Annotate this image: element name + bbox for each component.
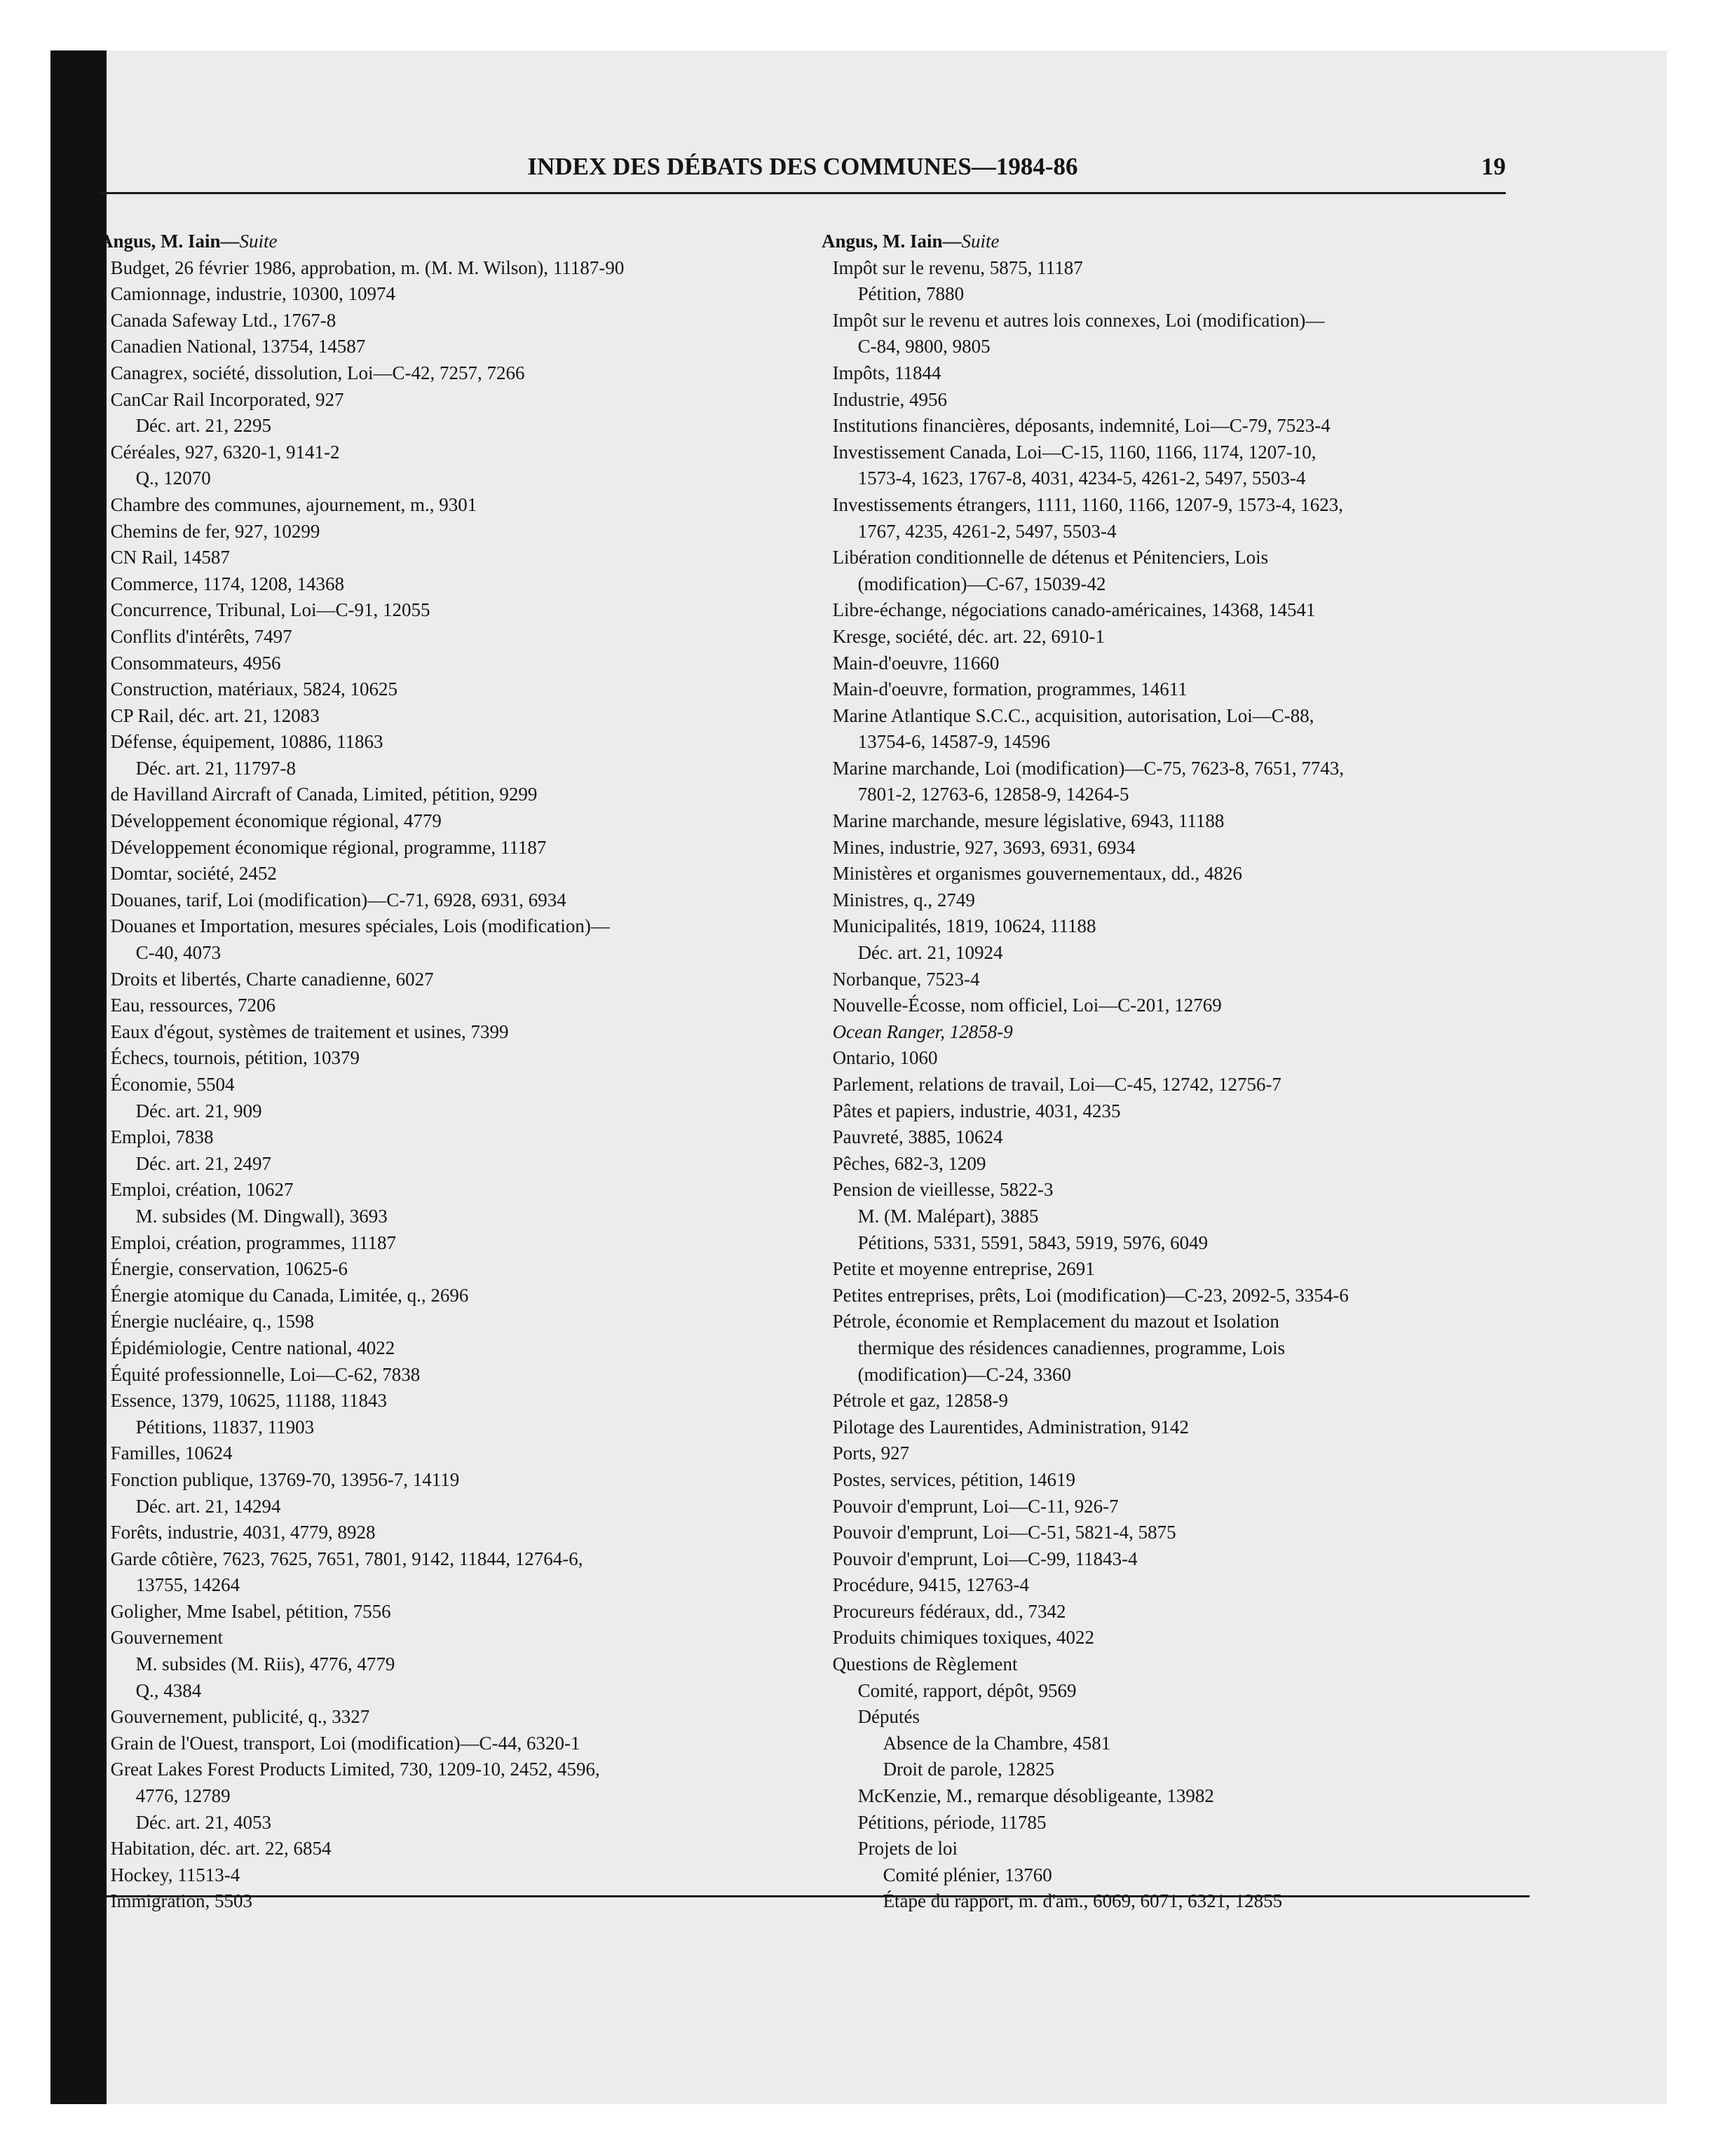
- index-entry: Habitation, déc. art. 22, 6854: [110, 1838, 332, 1860]
- index-entry: Économie, 5504: [110, 1074, 235, 1095]
- index-entry: Pouvoir d'emprunt, Loi—C-11, 926-7: [832, 1495, 1119, 1517]
- index-entry: Pétrole, économie et Remplacement du mazout et Isolation: [832, 1311, 1279, 1332]
- heading-name: Angus, M. Iain—: [100, 231, 240, 252]
- index-entry: Canagrex, société, dissolution, Loi—C-42, 7257, 7266: [110, 362, 525, 383]
- index-entry: Épidémiologie, Centre national, 4022: [110, 1337, 395, 1358]
- running-header: [100, 153, 1506, 194]
- footer-rule: [107, 1895, 1530, 1897]
- index-entry: Impôt sur le revenu, 5875, 11187: [832, 257, 1083, 278]
- index-entry: Petite et moyenne entreprise, 2691: [832, 1258, 1095, 1280]
- index-subentry: M. (M. Malépart), 3885: [857, 1205, 1039, 1227]
- heading-suite: Suite: [239, 231, 278, 252]
- index-entry: Budget, 26 février 1986, approbation, m. (M. M. Wilson), 11187-90: [110, 257, 625, 278]
- index-entry-continuation: 1767, 4235, 4261-2, 5497, 5503-4: [857, 520, 1117, 542]
- index-subentry: M. subsides (M. Dingwall), 3693: [135, 1205, 388, 1227]
- index-entry: Construction, matériaux, 5824, 10625: [110, 678, 398, 700]
- index-entry-continuation: 7801-2, 12763-6, 12858-9, 14264-5: [857, 784, 1129, 805]
- index-entry: Céréales, 927, 6320-1, 9141-2: [110, 441, 340, 463]
- index-subsubentry: Absence de la Chambre, 4581: [883, 1732, 1111, 1754]
- index-entry: Énergie atomique du Canada, Limitée, q., 2696: [110, 1284, 469, 1306]
- index-entry: Eaux d'égout, systèmes de traitement et usines, 7399: [110, 1021, 509, 1042]
- index-subentry: Q., 12070: [135, 468, 211, 489]
- index-entry: Pétrole et gaz, 12858-9: [832, 1390, 1008, 1412]
- index-subentry: M. subsides (M. Riis), 4776, 4779: [135, 1653, 395, 1675]
- index-entry: Procédure, 9415, 12763-4: [832, 1574, 1030, 1596]
- index-entry: Grain de l'Ouest, transport, Loi (modification)—C-44, 6320-1: [110, 1732, 580, 1754]
- index-entry: Pouvoir d'emprunt, Loi—C-99, 11843-4: [832, 1548, 1138, 1569]
- index-entry: Pilotage des Laurentides, Administration, 9142: [832, 1416, 1189, 1438]
- index-entry: Municipalités, 1819, 10624, 11188: [832, 915, 1096, 937]
- index-subentry: Déc. art. 21, 2497: [135, 1152, 272, 1174]
- page-binding-edge: [50, 50, 107, 2104]
- index-entry: Pouvoir d'emprunt, Loi—C-51, 5821-4, 5875: [832, 1522, 1176, 1543]
- index-entry: Investissement Canada, Loi—C-15, 1160, 1166, 1174, 1207-10,: [832, 441, 1316, 463]
- index-entry: Emploi, création, 10627: [110, 1179, 294, 1201]
- index-entry: Énergie, conservation, 10625-6: [110, 1258, 348, 1280]
- index-entry: Ontario, 1060: [832, 1047, 938, 1069]
- index-subentry: Déc. art. 21, 14294: [135, 1495, 281, 1517]
- index-entry: Pension de vieillesse, 5822-3: [832, 1179, 1054, 1201]
- index-entry-italic: Ocean Ranger, 12858-9: [832, 1021, 1013, 1042]
- index-entry: Libération conditionnelle de détenus et Pénitenciers, Lois: [832, 547, 1269, 568]
- index-entry-continuation: 4776, 12789: [135, 1785, 231, 1807]
- index-entry: Commerce, 1174, 1208, 14368: [110, 573, 345, 594]
- index-entry: Kresge, société, déc. art. 22, 6910-1: [832, 625, 1105, 647]
- index-entry: Institutions financières, déposants, indemnité, Loi—C-79, 7523-4: [832, 415, 1331, 437]
- header-title: INDEX DES DÉBATS DES COMMUNES—1984-86: [527, 153, 1078, 180]
- index-entry: Eau, ressources, 7206: [110, 995, 275, 1016]
- index-entry: Pâtes et papiers, industrie, 4031, 4235: [832, 1100, 1121, 1121]
- heading-name: Angus, M. Iain—: [822, 231, 962, 252]
- index-subentry: Q., 4384: [135, 1679, 202, 1701]
- index-entry: Conflits d'intérêts, 7497: [110, 625, 292, 647]
- index-entry: Goligher, Mme Isabel, pétition, 7556: [110, 1600, 391, 1622]
- index-entry: Développement économique régional, 4779: [110, 810, 442, 832]
- index-entry: Pêches, 682-3, 1209: [832, 1152, 986, 1174]
- index-entry: Douanes et Importation, mesures spéciales, Lois (modification)—: [110, 915, 610, 937]
- index-entry-continuation: 13754-6, 14587-9, 14596: [857, 731, 1051, 753]
- index-subentry: Pétition, 7880: [857, 283, 965, 305]
- index-subentry: Pétitions, période, 11785: [857, 1811, 1047, 1833]
- index-entry: Camionnage, industrie, 10300, 10974: [110, 283, 396, 305]
- index-entry: Chemins de fer, 927, 10299: [110, 520, 320, 542]
- index-entry-continuation: 1573-4, 1623, 1767-8, 4031, 4234-5, 4261-2, 5497, 5503-4: [857, 468, 1306, 489]
- index-entry: Impôts, 11844: [832, 362, 941, 383]
- index-entry: Douanes, tarif, Loi (modification)—C-71, 6928, 6931, 6934: [110, 889, 566, 910]
- index-subentry: Pétitions, 5331, 5591, 5843, 5919, 5976, 6049: [857, 1231, 1209, 1253]
- index-entry: Fonction publique, 13769-70, 13956-7, 14119: [110, 1468, 460, 1490]
- index-entry: Gouvernement, publicité, q., 3327: [110, 1706, 370, 1728]
- index-entry: Ports, 927: [832, 1442, 910, 1464]
- index-entry: Canada Safeway Ltd., 1767-8: [110, 309, 336, 331]
- index-entry: Domtar, société, 2452: [110, 863, 277, 885]
- index-entry: Concurrence, Tribunal, Loi—C-91, 12055: [110, 599, 430, 621]
- index-entry: Emploi, création, programmes, 11187: [110, 1231, 396, 1253]
- index-entry: Marine marchande, mesure législative, 6943, 11188: [832, 810, 1225, 832]
- index-entry: Main-d'oeuvre, 11660: [832, 652, 1000, 674]
- page-number: 19: [1481, 153, 1506, 180]
- index-entry-continuation: C-84, 9800, 9805: [857, 336, 991, 357]
- heading-suite: Suite: [961, 231, 1000, 252]
- index-entry-continuation: (modification)—C-67, 15039-42: [857, 573, 1106, 594]
- index-entry: Développement économique régional, programme, 11187: [110, 836, 547, 858]
- index-entry: Nouvelle-Écosse, nom officiel, Loi—C-201, 12769: [832, 995, 1222, 1016]
- index-column-left: [100, 228, 815, 1915]
- index-heading: [100, 228, 815, 255]
- index-entry-continuation: C-40, 4073: [135, 942, 222, 964]
- index-entry-continuation: thermique des résidences canadiennes, programme, Lois: [857, 1337, 1286, 1358]
- index-entry: Norbanque, 7523-4: [832, 968, 980, 990]
- index-subentry: McKenzie, M., remarque désobligeante, 13982: [857, 1785, 1214, 1807]
- index-entry: Garde côtière, 7623, 7625, 7651, 7801, 9142, 11844, 12764-6,: [110, 1548, 583, 1569]
- index-subentry: Déc. art. 21, 2295: [135, 415, 272, 437]
- index-entry: Emploi, 7838: [110, 1126, 214, 1148]
- index-subentry: Députés: [857, 1706, 920, 1728]
- index-subsubentry: Comité plénier, 13760: [883, 1864, 1052, 1885]
- index-entry: Équité professionnelle, Loi—C-62, 7838: [110, 1363, 421, 1385]
- index-entry: Consommateurs, 4956: [110, 652, 281, 674]
- index-entry: Main-d'oeuvre, formation, programmes, 14611: [832, 678, 1188, 700]
- index-entry: Impôt sur le revenu et autres lois connexes, Loi (modification)—: [832, 309, 1325, 331]
- index-entry: Essence, 1379, 10625, 11188, 11843: [110, 1390, 388, 1412]
- index-entry: Postes, services, pétition, 14619: [832, 1468, 1076, 1490]
- index-subentry: Pétitions, 11837, 11903: [135, 1416, 315, 1438]
- index-entry: Ministères et organismes gouvernementaux, dd., 4826: [832, 863, 1242, 885]
- index-entry: Pauvreté, 3885, 10624: [832, 1126, 1003, 1148]
- index-entry: Marine Atlantique S.C.C., acquisition, autorisation, Loi—C-88,: [832, 704, 1314, 726]
- index-entry: Échecs, tournois, pétition, 10379: [110, 1047, 360, 1069]
- index-entry-continuation: (modification)—C-24, 3360: [857, 1363, 1072, 1385]
- index-entry-continuation: 13755, 14264: [135, 1574, 240, 1596]
- index-entry: Great Lakes Forest Products Limited, 730, 1209-10, 2452, 4596,: [110, 1759, 600, 1780]
- index-subentry: Comité, rapport, dépôt, 9569: [857, 1679, 1077, 1701]
- index-entry: Énergie nucléaire, q., 1598: [110, 1311, 314, 1332]
- index-subsubentry: Droit de parole, 12825: [883, 1759, 1054, 1780]
- index-entry: Immigration, 5503: [110, 1890, 253, 1912]
- index-subentry: Projets de loi: [857, 1838, 958, 1860]
- index-entry: Canadien National, 13754, 14587: [110, 336, 366, 357]
- index-entry: Ministres, q., 2749: [832, 889, 975, 910]
- index-entry: Droits et libertés, Charte canadienne, 6027: [110, 968, 434, 990]
- index-entry: Industrie, 4956: [832, 388, 948, 410]
- index-entry: Gouvernement: [110, 1627, 224, 1649]
- index-entry: Hockey, 11513-4: [110, 1864, 240, 1885]
- index-entry: CP Rail, déc. art. 21, 12083: [110, 704, 320, 726]
- index-subentry: Déc. art. 21, 10924: [857, 942, 1003, 964]
- index-entry: Mines, industrie, 927, 3693, 6931, 6934: [832, 836, 1136, 858]
- index-entry: Libre-échange, négociations canado-américaines, 14368, 14541: [832, 599, 1316, 621]
- index-subentry: Déc. art. 21, 909: [135, 1100, 262, 1121]
- index-subsubentry: Étape du rapport, m. d'am., 6069, 6071, 6321, 12855: [883, 1890, 1283, 1912]
- index-entry: Petites entreprises, prêts, Loi (modification)—C-23, 2092-5, 3354-6: [832, 1284, 1349, 1306]
- index-entry: Parlement, relations de travail, Loi—C-45, 12742, 12756-7: [832, 1074, 1281, 1095]
- index-entry: Procureurs fédéraux, dd., 7342: [832, 1600, 1066, 1622]
- index-entry: CN Rail, 14587: [110, 547, 230, 568]
- index-heading: [822, 228, 1516, 255]
- index-column-right: [822, 228, 1516, 1915]
- index-entry: Familles, 10624: [110, 1442, 233, 1464]
- index-entry: CanCar Rail Incorporated, 927: [110, 388, 344, 410]
- index-entry: Défense, équipement, 10886, 11863: [110, 731, 383, 753]
- index-subentry: Déc. art. 21, 4053: [135, 1811, 272, 1833]
- index-entry: Investissements étrangers, 1111, 1160, 1166, 1207-9, 1573-4, 1623,: [832, 493, 1343, 515]
- index-entry: Forêts, industrie, 4031, 4779, 8928: [110, 1522, 376, 1543]
- index-entry: de Havilland Aircraft of Canada, Limited, pétition, 9299: [110, 784, 538, 805]
- index-entry: Questions de Règlement: [832, 1653, 1018, 1675]
- index-subentry: Déc. art. 21, 11797-8: [135, 757, 296, 779]
- index-entry: Marine marchande, Loi (modification)—C-75, 7623-8, 7651, 7743,: [832, 757, 1345, 779]
- index-entry: Chambre des communes, ajournement, m., 9301: [110, 493, 477, 515]
- index-entry: Produits chimiques toxiques, 4022: [832, 1627, 1095, 1649]
